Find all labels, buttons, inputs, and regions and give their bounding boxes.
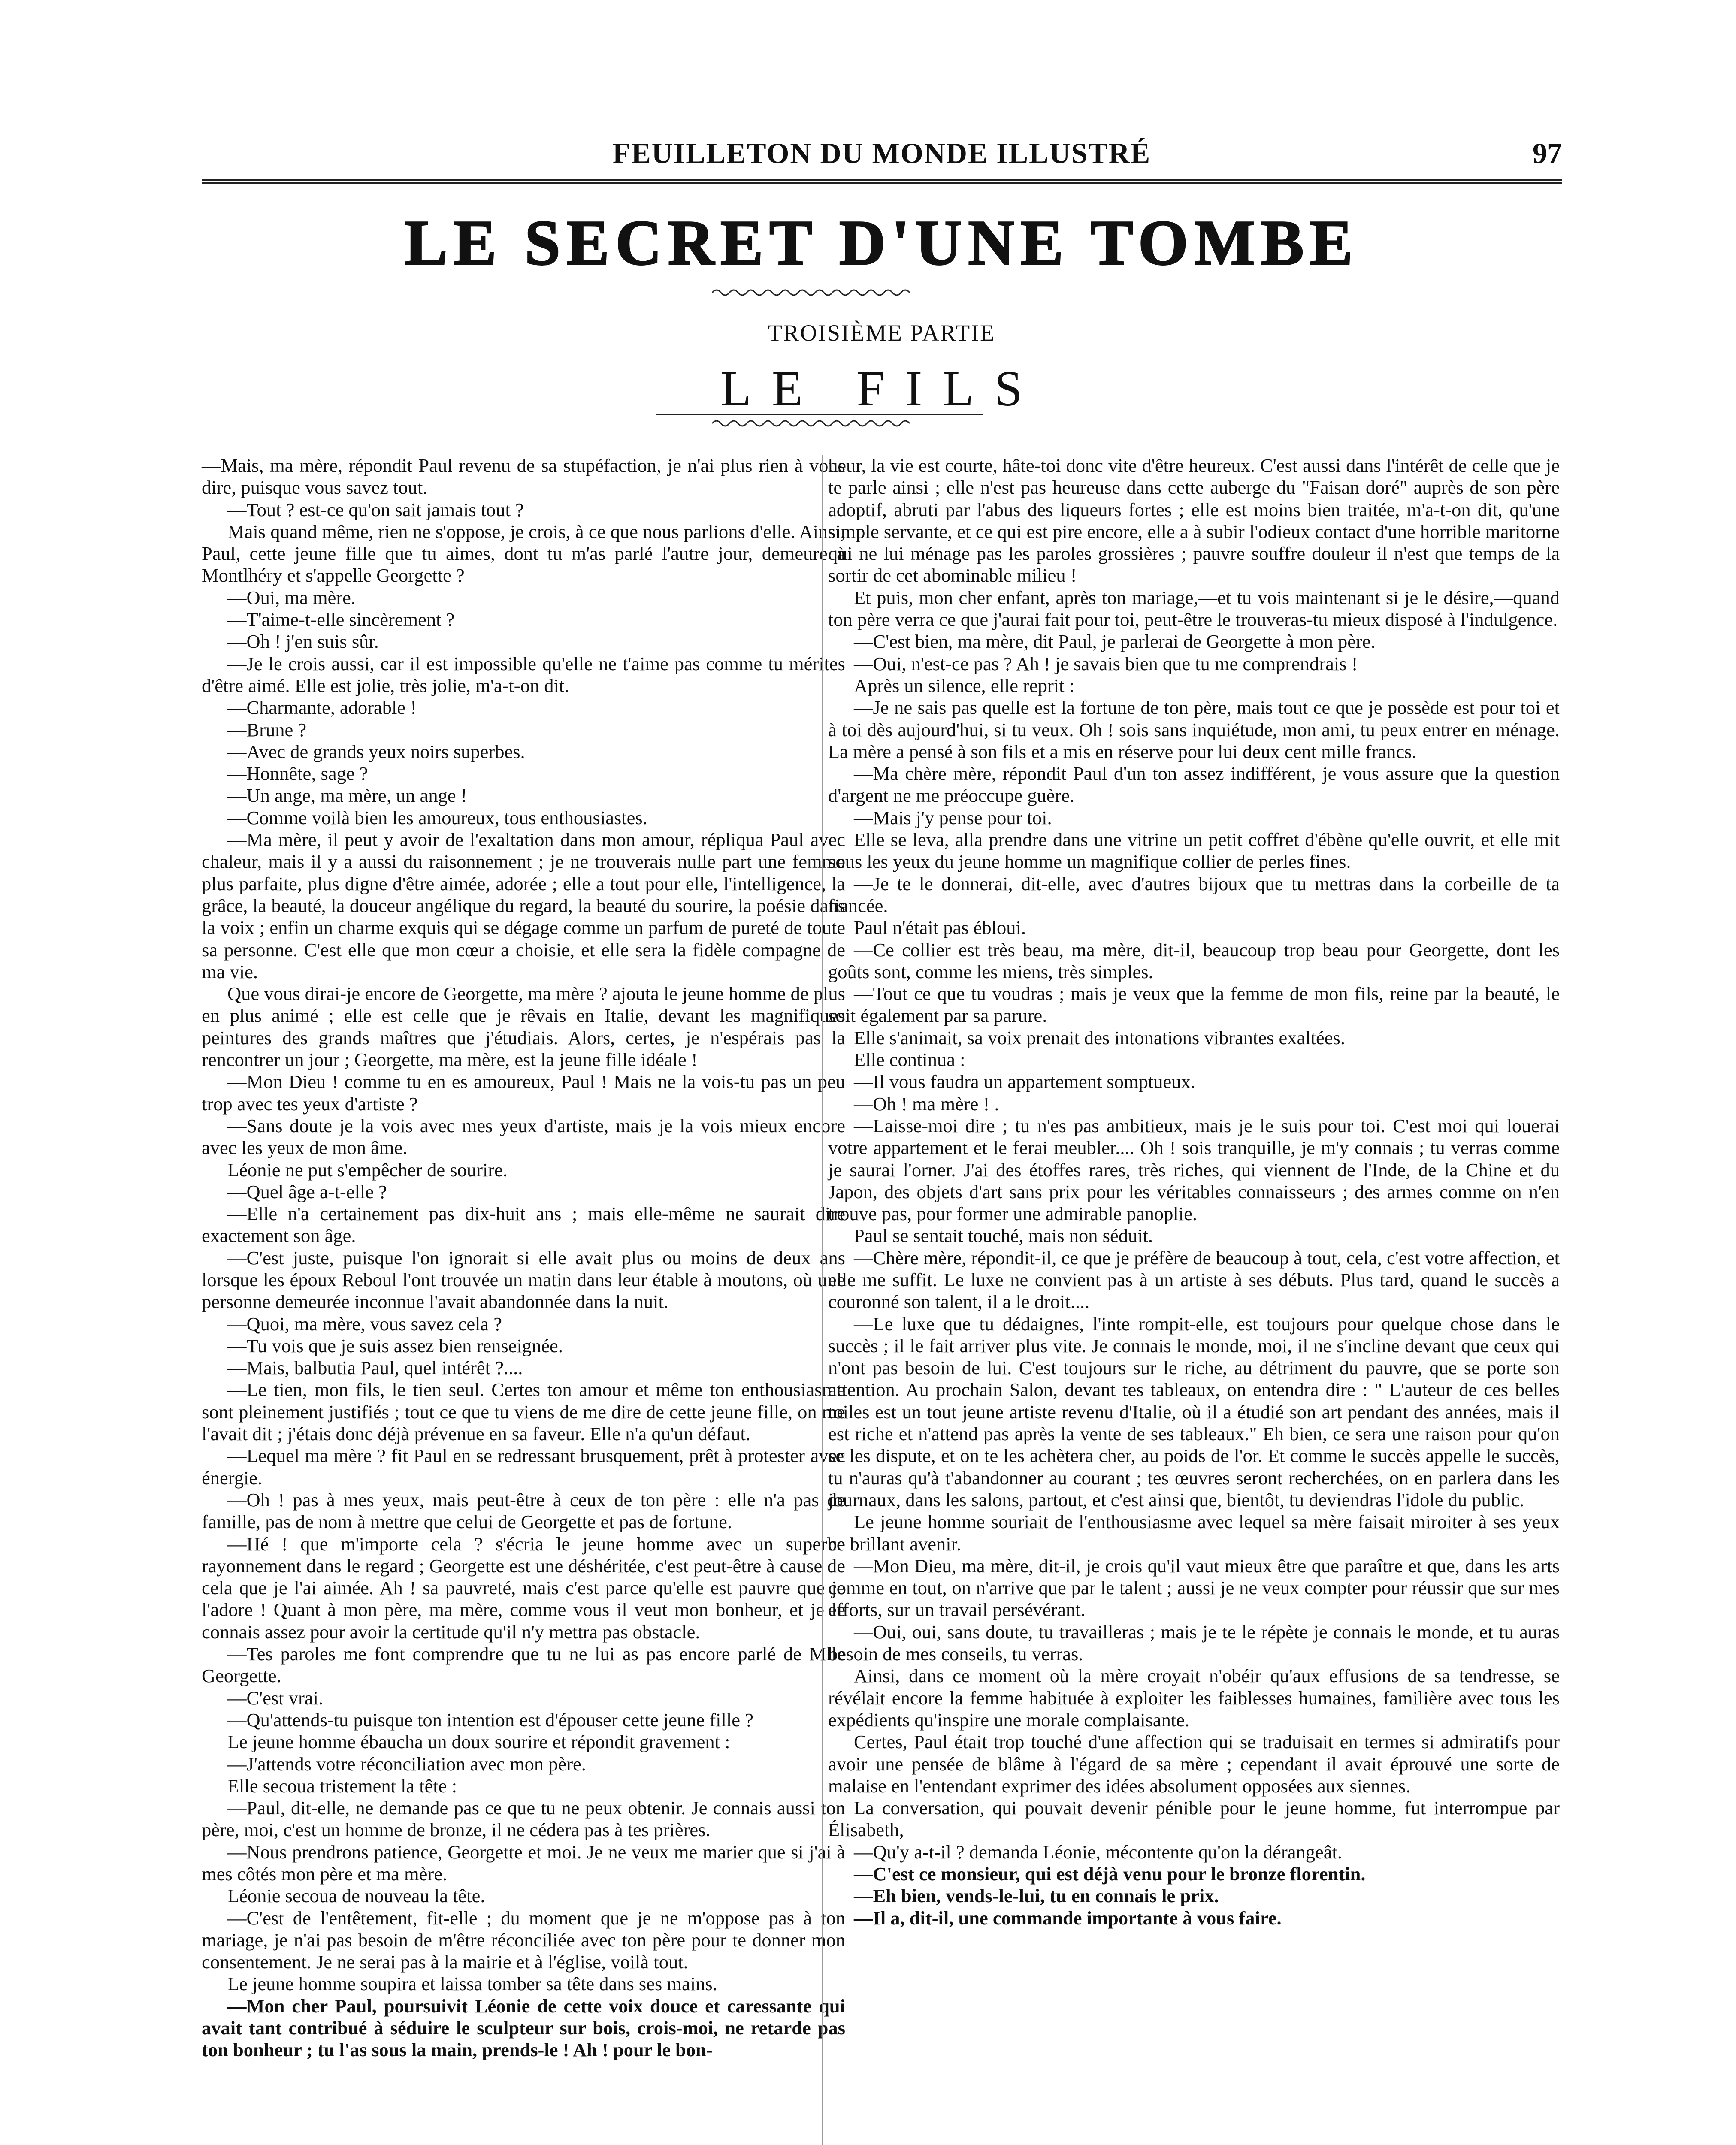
paragraph: Le jeune homme ébaucha un doux sourire et répondit gravement : xyxy=(227,1731,730,1753)
paragraph: —T'aime-t-elle sincèrement ? xyxy=(227,609,455,631)
paragraph: —Tes paroles me font comprendre que tu ne lui as pas encore parlé de Mlle Georgette. xyxy=(202,1643,845,1687)
paragraph: —Laisse-moi dire ; tu n'es pas ambitieux, mais je le suis pour toi. C'est moi qui louerai votre appartement et le ferai meubler.... Oh ! sois tranquille, je m'y connais ; tu verras comme je saurai l'orner. J'ai des étoffes rares, très riches, qui viennent de l'Inde, de la Chine et du Japon, des objets d'art sans prix pour les véritables connaisseurs ; des armes comme on n'en trouve pas, pour former une admirable panoplie. xyxy=(828,1115,1560,1225)
paragraph: Elle se leva, alla prendre dans une vitrine un petit coffret d'ébène qu'elle ouvrit, et elle mit sous les yeux du jeune homme un magnifique collier de perles fines. xyxy=(828,829,1560,873)
paragraph: —Lequel ma mère ? fit Paul en se redressant brusquement, prêt à protester avec énergie. xyxy=(202,1445,845,1489)
paragraph: —Hé ! que m'importe cela ? s'écria le jeune homme avec un superbe rayonnement dans le regard ; Georgette est une déshéritée, c'est peut-être à cause de cela que je l'ai aimée. Ah ! sa pauvreté, mais c'est parce qu'elle est pauvre que je l'adore ! Quant à mon père, ma mère, comme vous il veut mon bonheur, et je le connais assez pour avoir la certitude qu'il n'y mettra pas obstacle. xyxy=(202,1533,845,1643)
paragraph: Le jeune homme souriait de l'enthousiasme avec lequel sa mère faisait miroiter à ses yeux ce brillant avenir. xyxy=(828,1511,1560,1555)
paragraph: Léonie secoua de nouveau la tête. xyxy=(227,1885,485,1907)
paragraph: —Nous prendrons patience, Georgette et moi. Je ne veux me marier que si j'ai à mes côtés mon père et ma mère. xyxy=(202,1841,845,1885)
paragraph: —Paul, dit-elle, ne demande pas ce que tu ne peux obtenir. Je connais aussi ton père, moi, c'est un homme de bronze, il ne cédera pas à tes prières. xyxy=(202,1797,845,1841)
text-column-right xyxy=(828,455,1560,1929)
paragraph: —Ma chère mère, répondit Paul d'un ton assez indifférent, je vous assure que la question d'argent ne me préoccupe guère. xyxy=(828,763,1560,807)
paragraph: —J'attends votre réconciliation avec mon père. xyxy=(227,1753,586,1775)
paragraph: Que vous dirai-je encore de Georgette, ma mère ? ajouta le jeune homme de plus en plus animé ; elle est celle que je rêvais en Italie, devant les magnifiques peintures des grands maîtres que j'étudiais. Alors, certes, je n'espérais pas la rencontrer un jour ; Georgette, ma mère, est la jeune fille idéale ! xyxy=(202,983,845,1071)
paragraph: —Je le crois aussi, car il est impossible qu'elle ne t'aime pas comme tu mérites d'être aimé. Elle est jolie, très jolie, m'a-t-on dit. xyxy=(202,653,845,696)
paragraph: —Oh ! ma mère ! . xyxy=(854,1093,999,1115)
paragraph: —Mais j'y pense pour toi. xyxy=(854,807,1052,828)
paragraph: Certes, Paul était trop touché d'une affection qui se traduisait en termes si admiratifs pour avoir une pensée de blâme à l'égard de sa mère ; cependant il avait éprouvé une sorte de malaise en l'entendant exprimer des idées absolument opposées aux siennes. xyxy=(828,1731,1560,1797)
part-title: TROISIÈME PARTIE xyxy=(768,320,996,346)
section-title: LE FILS xyxy=(720,360,1043,417)
paragraph: —Tout ce que tu voudras ; mais je veux que la femme de mon fils, reine par la beauté, le soit également par sa parure. xyxy=(828,983,1560,1027)
paragraph: —Eh bien, vends-le-lui, tu en connais le prix. xyxy=(854,1885,1219,1907)
paragraph: —C'est juste, puisque l'on ignorait si elle avait plus ou moins de deux ans lorsque les époux Reboul l'ont trouvée un matin dans leur étable à moutons, où une personne demeurée inconnue l'avait abandonnée dans la nuit. xyxy=(202,1247,845,1313)
paragraph: —C'est bien, ma mère, dit Paul, je parlerai de Georgette à mon père. xyxy=(854,631,1376,653)
paragraph: —Il vous faudra un appartement somptueux. xyxy=(854,1071,1195,1093)
feuilleton-title: LE SECRET D'UNE TOMBE xyxy=(405,207,1359,278)
paragraph: —Oh ! j'en suis sûr. xyxy=(227,631,379,653)
paragraph: —Comme voilà bien les amoureux, tous enthousiastes. xyxy=(227,807,647,828)
paragraph: —Qu'attends-tu puisque ton intention est d'épouser cette jeune fille ? xyxy=(227,1709,753,1731)
paragraph: Elle s'animait, sa voix prenait des intonations vibrantes exaltées. xyxy=(854,1027,1345,1048)
paragraph: —Tout ? est-ce qu'on sait jamais tout ? xyxy=(227,498,524,520)
paragraph: —Oui, oui, sans doute, tu travailleras ; mais je te le répète je connais le monde, et tu auras besoin de mes conseils, tu verras. xyxy=(828,1621,1560,1665)
paragraph: Elle secoua tristement la tête : xyxy=(227,1775,457,1797)
paragraph: —Mais, balbutia Paul, quel intérêt ?.... xyxy=(227,1357,523,1379)
paragraph: La conversation, qui pouvait devenir pénible pour le jeune homme, fut interrompue par Élisabeth, xyxy=(828,1797,1560,1841)
paragraph: —Chère mère, répondit-il, ce que je préfère de beaucoup à tout, cela, c'est votre affection, et elle me suffit. Le luxe ne convient pas à un artiste à ses débuts. Plus tard, quand le succès a couronné son talent, il a le droit.... xyxy=(828,1247,1560,1313)
paragraph: —Sans doute je la vois avec mes yeux d'artiste, mais je la vois mieux encore avec les yeux de mon âme. xyxy=(202,1115,845,1159)
paragraph: Le jeune homme soupira et laissa tomber sa tête dans ses mains. xyxy=(227,1973,717,1995)
paragraph: —Ce collier est très beau, ma mère, dit-il, beaucoup trop beau pour Georgette, dont les goûts sont, comme les miens, très simples. xyxy=(828,939,1560,982)
paragraph: —Le tien, mon fils, le tien seul. Certes ton amour et même ton enthousiasme sont pleinement justifiés ; tout ce que tu viens de me dire de cette jeune fille, on me l'avait dit ; j'étais donc déjà prévenue en sa faveur. Elle n'a qu'un défaut. xyxy=(202,1379,845,1445)
paragraph: Elle continua : xyxy=(854,1049,965,1071)
paragraph: —C'est ce monsieur, qui est déjà venu pour le bronze florentin. xyxy=(854,1863,1366,1885)
paragraph: —Qu'y a-t-il ? demanda Léonie, mécontente qu'on la dérangeât. xyxy=(854,1841,1342,1863)
paragraph: —Ma mère, il peut y avoir de l'exaltation dans mon amour, répliqua Paul avec chaleur, mais il y a aussi du raisonnement ; je ne trouverais nulle part une femme plus parfaite, plus digne d'être aimée, adorée ; elle a tout pour elle, l'intelligence, la grâce, la beauté, la douceur angélique du regard, la beauté du sourire, la poésie dans la voix ; enfin un charme exquis qui se dégage comme un parfum de pureté de toute sa personne. C'est elle que mon cœur a choisie, et elle sera la fidèle compagne de ma vie. xyxy=(202,829,845,982)
paragraph: Mais quand même, rien ne s'oppose, je crois, à ce que nous parlions d'elle. Ainsi, Paul, cette jeune fille que tu aimes, dont tu m'as parlé l'autre jour, demeure à Montlhéry et s'appelle Georgette ? xyxy=(202,520,845,586)
section-underline xyxy=(656,414,983,415)
paragraph: Ainsi, dans ce moment où la mère croyait n'obéir qu'aux effusions de sa tendresse, se révélait encore la femme habituée à exploiter les faiblesses humaines, familière avec tous les expédients qu'inspire une morale complaisante. xyxy=(828,1665,1560,1731)
paragraph: Léonie ne put s'empêcher de sourire. xyxy=(227,1159,508,1181)
page-header xyxy=(202,129,1562,172)
paragraph: —Oh ! pas à mes yeux, mais peut-être à ceux de ton père : elle n'a pas de famille, pas de nom à mettre que celui de Georgette et pas de fortune. xyxy=(202,1489,845,1533)
paragraph: —C'est de l'entêtement, fit-elle ; du moment que je ne m'oppose pas à ton mariage, je n'ai pas besoin de m'être réconciliée avec ton père pour te donner mon consentement. Je ne serai pas à la mairie et à l'église, voilà tout. xyxy=(202,1907,845,1973)
paragraph: —Je te le donnerai, dit-elle, avec d'autres bijoux que tu mettras dans la corbeille de ta fiancée. xyxy=(828,873,1560,916)
header-double-rule xyxy=(202,179,1562,184)
text-column-left xyxy=(202,455,845,2061)
paragraph: —C'est vrai. xyxy=(227,1687,324,1709)
running-title: FEUILLETON DU MONDE ILLUSTRÉ xyxy=(612,137,1151,169)
paragraph: —Mon Dieu ! comme tu en es amoureux, Paul ! Mais ne la vois-tu pas un peu trop avec tes yeux d'artiste ? xyxy=(202,1071,845,1115)
paragraph: —Tu vois que je suis assez bien renseignée. xyxy=(227,1335,563,1356)
paragraph: heur, la vie est courte, hâte-toi donc vite d'être heureux. C'est aussi dans l'intérêt de celle que je te parle ainsi ; elle n'est pas heureuse dans cette auberge du "Faisan doré" auprès de son père adoptif, abruti par l'abus des liqueurs fortes ; elle est moins bien traitée, m'a-t-on dit, qu'une simple servante, et ce qui est pire encore, elle a à subir l'odieux contact d'une horrible maritorne qui ne lui ménage pas les paroles grossières ; pauvre souffre douleur il n'est que temps de la sortir de cet abominable milieu ! xyxy=(828,455,1560,586)
paragraph: —Elle n'a certainement pas dix-huit ans ; mais elle-même ne saurait dire exactement son âge. xyxy=(202,1203,845,1247)
paragraph: —Il a, dit-il, une commande importante à vous faire. xyxy=(854,1907,1282,1929)
paragraph: —Charmante, adorable ! xyxy=(227,697,417,719)
paragraph: —Honnête, sage ? xyxy=(227,763,368,785)
paragraph: —Oui, n'est-ce pas ? Ah ! je savais bien que tu me comprendrais ! xyxy=(854,653,1358,674)
paragraph: —Avec de grands yeux noirs superbes. xyxy=(227,740,525,762)
paragraph: —Quoi, ma mère, vous savez cela ? xyxy=(227,1313,502,1335)
column-divider xyxy=(822,455,823,2145)
wavy-ornament-bottom xyxy=(712,418,910,429)
paragraph: —Un ange, ma mère, un ange ! xyxy=(227,785,467,807)
paragraph: —Quel âge a-t-elle ? xyxy=(227,1181,387,1202)
page-number: 97 xyxy=(1533,137,1562,169)
paragraph: —Le luxe que tu dédaignes, l'inte rompit-elle, est toujours pour quelque chose dans le succès ; il le fait arriver plus vite. Je connais le monde, moi, il ne s'incline devant que ceux qui n'ont pas besoin de lui. C'est toujours sur le riche, au détriment du pauvre, que se porte son attention. Au prochain Salon, devant tes tableaux, on entendra dire : " L'auteur de ces belles toiles est un tout jeune artiste revenu d'Italie, où il a étudié son art pendant des années, mais il est riche et n'attend pas après la vente de ses tableaux." Eh bien, ce sera une raison pour qu'on se les dispute, et on te les achètera cher, au poids de l'or. Et comme le succès appelle le succès, tu n'auras qu'à t'abandonner au courant ; tes œuvres seront recherchées, on en parlera dans les journaux, dans les salons, partout, et c'est ainsi que, bientôt, tu deviendras l'idole du public. xyxy=(828,1313,1560,1511)
paragraph: Après un silence, elle reprit : xyxy=(854,674,1075,696)
paragraph: —Brune ? xyxy=(227,719,307,740)
paragraph: —Mon Dieu, ma mère, dit-il, je crois qu'il vaut mieux être que paraître et que, dans les arts comme en tout, on n'arrive que par le talent ; aussi je ne veux compter pour réussir que sur mes efforts, sur un travail persévérant. xyxy=(828,1555,1560,1621)
paragraph: —Je ne sais pas quelle est la fortune de ton père, mais tout ce que je possède est pour toi et à toi dès aujourd'hui, si tu veux. Oh ! sois sans inquiétude, mon ami, tu peux entrer en ménage. La mère a pensé à son fils et a mis en réserve pour lui deux cent mille francs. xyxy=(828,697,1560,762)
paragraph: —Mon cher Paul, poursuivit Léonie de cette voix douce et caressante qui avait tant contribué à séduire le sculpteur sur bois, crois-moi, ne retarde pas ton bonheur ; tu l'as sous la main, prends-le ! Ah ! pour le bon- xyxy=(202,1995,845,2061)
paragraph: Et puis, mon cher enfant, après ton mariage,—et tu vois maintenant si je le désire,—quand ton père verra ce que j'aurai fait pour toi, peut-être le trouveras-tu mieux disposé à l'indulgence. xyxy=(828,586,1560,631)
wavy-ornament-top xyxy=(712,287,910,298)
paragraph: —Mais, ma mère, répondit Paul revenu de sa stupéfaction, je n'ai plus rien à vous dire, puisque vous savez tout. xyxy=(202,455,845,498)
paragraph: —Oui, ma mère. xyxy=(227,586,356,608)
paragraph: Paul n'était pas ébloui. xyxy=(854,917,1026,939)
paragraph: Paul se sentait touché, mais non séduit. xyxy=(854,1225,1153,1247)
